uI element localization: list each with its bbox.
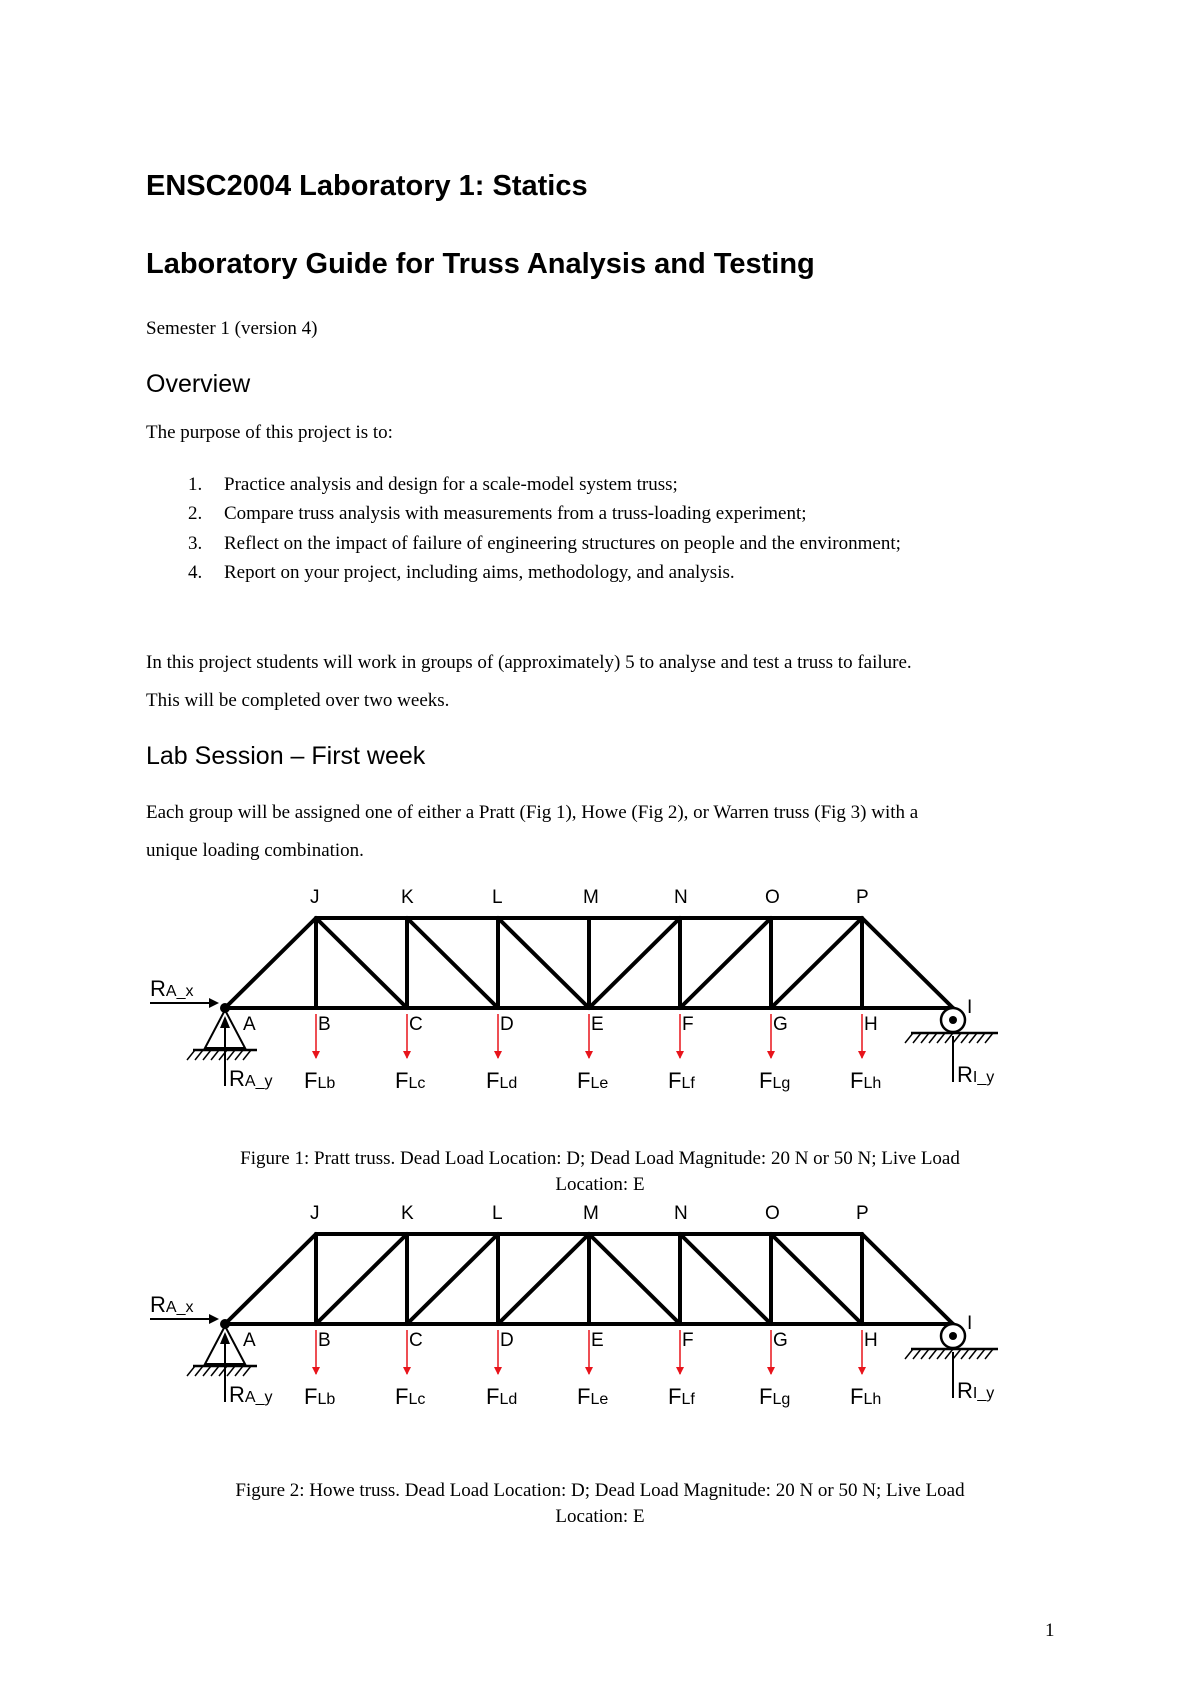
ground-hatch: [913, 1033, 921, 1043]
node-label-C: C: [409, 1330, 423, 1351]
load-label: FLb: [304, 1384, 336, 1409]
ground-hatch: [203, 1050, 211, 1060]
end-diagonal-left: [225, 1234, 316, 1324]
node-label-M: M: [583, 1203, 599, 1224]
diagonal-member: [498, 1234, 589, 1324]
node-label-I: I: [967, 997, 973, 1018]
ground-hatch: [235, 1050, 243, 1060]
reaction-ax-head: [209, 998, 219, 1008]
node-label-N: N: [674, 887, 688, 908]
reaction-ay-label: RA_y: [229, 1066, 273, 1091]
list-item: 3. Reflect on the impact of failure of engineering structures on people and the environment;: [188, 532, 901, 554]
ground-hatch: [243, 1050, 251, 1060]
diagonal-member: [771, 1234, 862, 1324]
load-label: FLh: [850, 1068, 882, 1093]
ground-hatch: [187, 1366, 195, 1376]
project-paragraph-line1: In this project students will work in groups of (approximately) 5 to analyse and test a truss to failure.: [146, 652, 912, 673]
lab-session-line1: Each group will be assigned one of either a Pratt (Fig 1), Howe (Fig 2), or Warren truss (Fig 3) with a: [146, 802, 919, 823]
figure1-caption: Figure 1: Pratt truss. Dead Load Location: D; Dead Load Magnitude: 20 N or 50 N; Live Load Location: E: [240, 1148, 960, 1195]
purpose-list: [146, 470, 901, 587]
ground-hatch: [945, 1033, 953, 1043]
reaction-iy-label: RI_y: [957, 1062, 995, 1087]
node-label-B: B: [318, 1330, 331, 1351]
diagonal-member: [498, 918, 589, 1008]
diagonal-member: [589, 918, 680, 1008]
node-label-E: E: [591, 1014, 604, 1035]
load-label: FLc: [395, 1068, 426, 1093]
ground-hatch: [985, 1349, 993, 1359]
load-label: FLg: [759, 1384, 791, 1409]
roller-center: [949, 1332, 957, 1340]
node-label-G: G: [773, 1330, 788, 1351]
node-label-D: D: [500, 1014, 514, 1035]
list-item: 4. Report on your project, including aims, methodology, and analysis.: [188, 561, 735, 583]
load-label: FLb: [304, 1068, 336, 1093]
ground-hatch: [211, 1366, 219, 1376]
end-diagonal-right: [862, 1234, 953, 1324]
diagonal-member: [316, 918, 407, 1008]
ground-hatch: [977, 1349, 985, 1359]
semester-text: Semester 1 (version 4): [146, 318, 318, 339]
node-label-P: P: [856, 1203, 869, 1224]
ground-hatch: [969, 1349, 977, 1359]
list-item: 1. Practice analysis and design for a scale-model system truss;: [188, 474, 678, 495]
node-label-N: N: [674, 1203, 688, 1224]
node-label-J: J: [310, 887, 320, 908]
ground-hatch: [211, 1050, 219, 1060]
diagonal-member: [407, 1234, 498, 1324]
node-label-G: G: [773, 1014, 788, 1035]
end-diagonal-right: [862, 918, 953, 1008]
overview-heading: Overview: [146, 370, 251, 398]
node-label-O: O: [765, 1203, 780, 1224]
node-label-L: L: [492, 887, 503, 908]
node-label-D: D: [500, 1330, 514, 1351]
ground-hatch: [945, 1349, 953, 1359]
load-label: FLe: [577, 1068, 609, 1093]
ground-hatch: [985, 1033, 993, 1043]
node-label-O: O: [765, 887, 780, 908]
project-paragraph-line2: This will be completed over two weeks.: [146, 690, 450, 711]
ground-hatch: [195, 1050, 203, 1060]
page-number: 1: [1045, 1620, 1055, 1641]
diagonal-member: [316, 1234, 407, 1324]
diagonal-member: [680, 1234, 771, 1324]
ground-hatch: [977, 1033, 985, 1043]
node-label-H: H: [864, 1014, 878, 1035]
node-label-C: C: [409, 1014, 423, 1035]
howe-truss-diagram: [150, 1203, 1080, 1436]
reaction-ax-head: [209, 1314, 219, 1324]
ground-hatch: [953, 1349, 961, 1359]
roller-center: [949, 1016, 957, 1024]
ground-hatch: [187, 1050, 195, 1060]
ground-hatch: [929, 1033, 937, 1043]
ground-hatch: [905, 1033, 913, 1043]
ground-hatch: [937, 1349, 945, 1359]
ground-hatch: [913, 1349, 921, 1359]
node-label-J: J: [310, 1203, 320, 1224]
ground-hatch: [937, 1033, 945, 1043]
node-label-A: A: [243, 1330, 256, 1351]
ground-hatch: [921, 1033, 929, 1043]
reaction-ax-label: RA_x: [150, 976, 194, 1001]
load-label: FLh: [850, 1384, 882, 1409]
ground-hatch: [929, 1349, 937, 1359]
ground-hatch: [953, 1033, 961, 1043]
ground-hatch: [227, 1366, 235, 1376]
node-label-K: K: [401, 887, 414, 908]
diagonal-member: [589, 1234, 680, 1324]
node-label-F: F: [682, 1014, 694, 1035]
ground-hatch: [961, 1033, 969, 1043]
ground-hatch: [195, 1366, 203, 1376]
end-diagonal-left: [225, 918, 316, 1008]
reaction-ax-label: RA_x: [150, 1292, 194, 1317]
node-label-K: K: [401, 1203, 414, 1224]
ground-hatch: [969, 1033, 977, 1043]
overview-intro: The purpose of this project is to:: [146, 422, 393, 443]
diagonal-member: [771, 918, 862, 1008]
node-label-I: I: [967, 1313, 973, 1334]
ground-hatch: [905, 1349, 913, 1359]
node-label-A: A: [243, 1014, 256, 1035]
ground-hatch: [961, 1349, 969, 1359]
load-label: FLe: [577, 1384, 609, 1409]
ground-hatch: [203, 1366, 211, 1376]
load-label: FLf: [668, 1384, 695, 1409]
node-label-P: P: [856, 887, 869, 908]
diagonal-member: [680, 918, 771, 1008]
ground-hatch: [235, 1366, 243, 1376]
node-label-H: H: [864, 1330, 878, 1351]
node-label-M: M: [583, 887, 599, 908]
reaction-ay-label: RA_y: [229, 1382, 273, 1407]
figure2-caption: Figure 2: Howe truss. Dead Load Location: D; Dead Load Magnitude: 20 N or 50 N; Live Load Location: E: [235, 1480, 965, 1527]
document-subtitle: Laboratory Guide for Truss Analysis and Testing: [146, 248, 815, 280]
node-label-B: B: [318, 1014, 331, 1035]
load-label: FLd: [486, 1384, 518, 1409]
ground-hatch: [921, 1349, 929, 1359]
document-title: ENSC2004 Laboratory 1: Statics: [146, 170, 588, 202]
load-label: FLc: [395, 1384, 426, 1409]
ground-hatch: [227, 1050, 235, 1060]
load-label: FLf: [668, 1068, 695, 1093]
lab-session-line2: unique loading combination.: [146, 840, 364, 861]
node-label-E: E: [591, 1330, 604, 1351]
pratt-truss-diagram: [150, 887, 1080, 1120]
lab-session-heading: Lab Session – First week: [146, 742, 426, 770]
reaction-iy-label: RI_y: [957, 1378, 995, 1403]
ground-hatch: [243, 1366, 251, 1376]
node-label-F: F: [682, 1330, 694, 1351]
list-item: 2. Compare truss analysis with measurements from a truss-loading experiment;: [188, 503, 807, 525]
load-label: FLd: [486, 1068, 518, 1093]
diagonal-member: [407, 918, 498, 1008]
node-label-L: L: [492, 1203, 503, 1224]
load-label: FLg: [759, 1068, 791, 1093]
